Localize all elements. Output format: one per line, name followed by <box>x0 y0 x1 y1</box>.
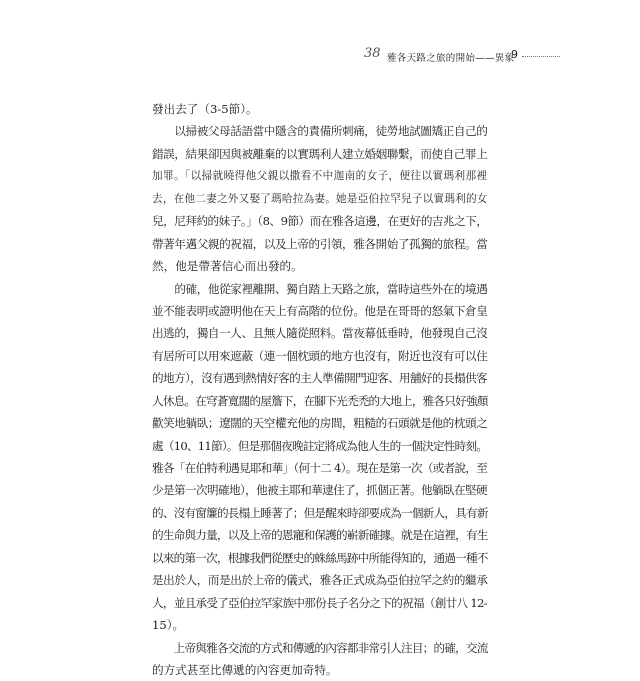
text-line: 有居所可以用來遮蔽（連一個枕頭的地方也沒有，附近也沒有可以住 <box>152 348 488 363</box>
body-text <box>152 98 488 681</box>
text-line: 上帝與雅各交流的方式和傳遞的內容都非常引人注目；的確，交流 <box>152 640 488 655</box>
text-line: 去，在他二妻之外又娶了瑪哈拉為妻。她是亞伯拉罕兒子以實瑪利的女 <box>152 192 488 205</box>
text-line: 以來的第一次，根據我們從歷史的蛛絲馬跡中所能得知的，通過一種不 <box>152 550 488 565</box>
running-header <box>364 46 564 66</box>
text-line: 處（10、11節）。但是那個夜晚註定將成為他人生的一個決定性時刻。 <box>152 438 488 453</box>
text-line: 出逃的，獨自一人、且無人隨從照料。當夜幕低垂時，他發現自己沒 <box>152 326 488 341</box>
text-line: 並不能表明或證明他在天上有高階的位份。他是在哥哥的怒氣下倉皇 <box>152 303 488 318</box>
text-line: 的地方），沒有遇到熱情好客的主人準備開門迎客、用舖好的長榻供客 <box>152 371 488 386</box>
text-line: 是出於人，而是出於上帝的儀式，雅各正式成為亞伯拉罕之約的繼承 <box>152 573 488 588</box>
text-line: 的生命與力量，以及上帝的恩寵和保護的嶄新確據。就是在這裡，有生 <box>152 528 488 543</box>
text-line: 歡笑地躺臥；遼闊的天空權充他的房間，粗糙的石頭就是他的枕頭之 <box>152 416 488 431</box>
header-dotted-rule <box>522 56 560 57</box>
text-line: 兒，尼拜約的妹子。」（8、9節）而在雅各這邊，在更好的吉兆之下， <box>152 214 488 229</box>
chapter-number: 38 <box>364 46 381 61</box>
text-line: 帶著年邁父親的祝福，以及上帝的引領，雅各開始了孤獨的旅程。當 <box>152 236 488 251</box>
text-line: 然，他是帶著信心而出發的。 <box>152 259 303 274</box>
text-line: 少是第一次明確地），他被主耶和華逮住了，抓個正著。他躺臥在堅硬 <box>152 483 488 498</box>
text-line: 人，並且承受了亞伯拉罕家族中那份長子名分之下的祝福（創廿八 12- <box>152 595 487 610</box>
text-line: 錯誤，結果卻因與被離棄的以實瑪利人建立婚姻聯繫，而使自己罪上 <box>152 146 488 161</box>
text-line: 雅各「在伯特利遇見耶和華」（何十二 4）。現在是第一次（或者說，至 <box>152 461 488 475</box>
text-line: 以掃被父母話語當中隱含的責備所刺痛，徒勞地試圖矯正自己的 <box>152 124 488 139</box>
text-line: 15）。 <box>152 618 185 633</box>
page-number: 9 <box>511 48 518 61</box>
text-line: 人休息。在穹蒼寬闊的屋簷下，在腳下光禿禿的大地上，雅各只好強顏 <box>152 393 488 408</box>
text-line: 的確，他從家裡離開、獨自踏上天路之旅，當時這些外在的境遇 <box>152 281 488 296</box>
chapter-title: 雅各天路之旅的開始——異象 <box>387 53 515 64</box>
text-line: 的方式甚至比傳遞的內容更加奇特。 <box>152 662 338 677</box>
text-line: 發出去了（3-5節）。 <box>152 102 258 116</box>
text-line: 的、沒有窗簾的長榻上睡著了；但是醒來時卻要成為一個新人，具有新 <box>152 505 488 520</box>
text-line: 加罪。「以掃就曉得他父親以撒看不中迦南的女子，便往以實瑪利那裡 <box>152 170 488 183</box>
